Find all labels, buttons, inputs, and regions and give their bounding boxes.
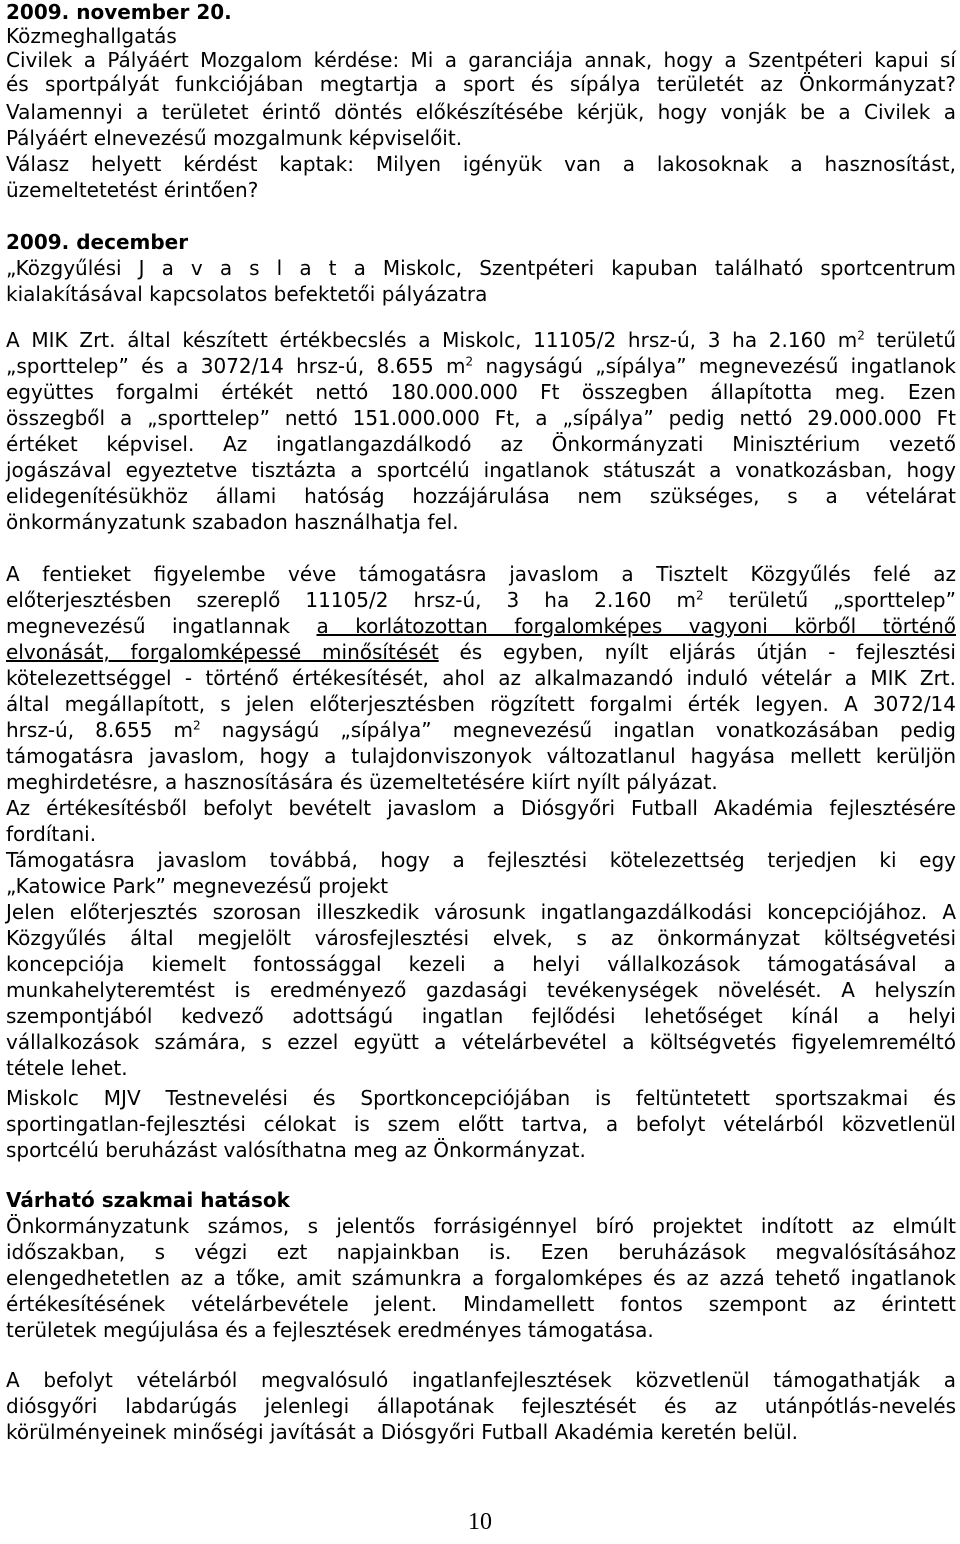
text-line: együttes forgalmi értékét nettó 180.000.000 Ft összegben állapította meg. Ezen (6, 380, 956, 404)
text-line: sportcélú beruházást valósíthatna meg az Önkormányzat. (6, 1138, 586, 1162)
text-span: nagyságú „sípálya” megnevezésű ingatlan vonatkozásában pedig (200, 718, 956, 742)
superscript: 2 (696, 588, 704, 603)
text-line: körülményeinek minőségi javítását a Diósgyőri Futball Akadémia keretén belül. (6, 1420, 798, 1444)
text-line: diósgyőri labdarúgás jelenlegi állapotának fejlesztését és az utánpótlás-nevelés (6, 1394, 956, 1418)
superscript: 2 (193, 718, 201, 733)
text-line: időszakban, s végzi ezt napjainkban is. Ezen beruházások megvalósításához (6, 1240, 956, 1264)
text-line: értéket képvisel. Az ingatlangazdálkodó az Önkormányzati Minisztérium vezető (6, 432, 956, 456)
text-line: Miskolc MJV Testnevelési és Sportkoncepciójában is feltüntetett sportszakmai és (6, 1086, 956, 1110)
text-line: sportingatlan-fejlesztési célokat is szem előtt tartva, a befolyt vételárból közvetlenül (6, 1112, 956, 1136)
superscript: 2 (465, 354, 474, 369)
text-line: szempontjából kedvező adottságú ingatlan fejlődési lehetőséget kínál a helyi (6, 1004, 956, 1028)
text-line: elengedhetetlen az a tőke, amit számunkra a forgalomképes és az azzá tehető ingatlanok (6, 1266, 956, 1290)
text-line (6, 640, 956, 664)
text-line (6, 614, 956, 638)
text-span: nagyságú „sípálya” megnevezésű ingatlanok (473, 354, 956, 378)
superscript: 2 (857, 328, 865, 343)
text-span: hrsz-ú, 8.655 m (6, 718, 193, 742)
text-line: Pályáért elnevezésű mozgalmunk képviselőit. (6, 126, 463, 150)
text-line: koncepciója kiemelt fontossággal kezeli a helyi vállalkozások támogatásával a (6, 952, 956, 976)
text-line: Támogatásra javaslom továbbá, hogy a fejlesztési kötelezettség terjedjen ki egy (6, 848, 956, 872)
text-line (6, 328, 956, 352)
text-span: megnevezésű ingatlannak (6, 614, 317, 638)
text-line: Önkormányzatunk számos, s jelentős forrásigénnyel bíró projektet indított az elmúlt (6, 1214, 956, 1238)
text-line: kötelezettséggel - történő értékesítését, ahol az alkalmazandó induló vételár a MIK Zrt. (6, 666, 956, 690)
text-line: és sportpályát funkciójában megtartja a sport és sípálya területét az Önkormányzat? (6, 72, 956, 96)
text-line (6, 588, 956, 612)
text-span: és egyben, nyílt eljárás útján - fejlesztési (438, 640, 956, 664)
text-line: támogatásra javaslom, hogy a tulajdonviszonyok változatlanul hagyása mellett kerüljön (6, 744, 956, 768)
page-number: 10 (468, 1509, 492, 1535)
text-line: üzemeltetetést érintően? (6, 178, 259, 202)
text-line: munkahelyteremtést is eredményező gazdasági tevékenységek növelését. A helyszín (6, 978, 956, 1002)
text-line (6, 354, 956, 378)
text-line: tétele lehet. (6, 1056, 128, 1080)
text-line: A befolyt vételárból megvalósuló ingatlanfejlesztések közvetlenül támogathatják a (6, 1368, 956, 1392)
text-line: kialakításával kapcsolatos befektetői pályázatra (6, 282, 488, 306)
text-line: által megállapított, s jelen előterjesztésben rögzített forgalmi érték legyen. A 3072/14 (6, 692, 956, 716)
text-line: elidegenítésükhöz állami hatóság hozzájárulása nem szükséges, s a vételárat (6, 484, 956, 508)
text-line (6, 718, 956, 742)
section-heading: Várható szakmai hatások (6, 1188, 290, 1212)
section-date: 2009. november 20. (6, 0, 232, 24)
text-line: Civilek a Pályáért Mozgalom kérdése: Mi a garanciája annak, hogy a Szentpéteri kapui sí (6, 48, 956, 72)
text-span: területű „sporttelep” (703, 588, 956, 612)
text-line: önkormányzatunk szabadon használhatja fel. (6, 510, 459, 534)
text-span: „sporttelep” és a 3072/14 hrsz-ú, 8.655 m (6, 354, 466, 378)
text-line: meghirdetésre, a hasznosítására és üzemeltetésére kiírt nyílt pályázat. (6, 770, 718, 794)
text-line: fordítani. (6, 822, 97, 846)
text-line: értékesítésének vételárbevétele jelent. Mindamellett fontos szempont az érintett (6, 1292, 956, 1316)
text-line: vállalkozások számára, s ezzel együtt a vételárbevétel a költségvetés figyelemreméltó (6, 1030, 956, 1054)
text-span: előterjesztésben szereplő 11105/2 hrsz-ú, 3 ha 2.160 m (6, 588, 697, 612)
text-line: összegből a „sporttelep” nettó 151.000.000 Ft, a „sípálya” pedig nettó 29.000.000 Ft (6, 406, 956, 430)
text-line: jogászával egyeztetve tisztázta a sportcélú ingatlanok státuszát a vonatkozásban, hogy (6, 458, 956, 482)
section-date: 2009. december (6, 230, 189, 254)
text-span: területű (864, 328, 957, 352)
text-line: Közgyűlés által megjelölt városfejlesztési elvek, s az önkormányzat költségvetési (6, 926, 956, 950)
text-line: A fentieket figyelembe véve támogatásra javaslom a Tisztelt Közgyűlés felé az (6, 562, 956, 586)
text-line: Jelen előterjesztés szorosan illeszkedik városunk ingatlangazdálkodási koncepciójához. A (6, 900, 956, 924)
section-heading: Közmeghallgatás (6, 24, 177, 48)
text-line: Valamennyi a területet érintő döntés előkészítésébe kérjük, hogy vonják be a Civilek a (6, 100, 956, 124)
underlined-text: elvonását, forgalomképessé minősítését (6, 640, 439, 664)
underlined-text: a korlátozottan forgalomképes vagyoni körből történő (316, 614, 956, 638)
text-line: „Katowice Park” megnevezésű projekt (6, 874, 389, 898)
text-line: „Közgyűlési J a v a s l a t a Miskolc, Szentpéteri kapuban található sportcentrum (6, 256, 956, 280)
text-line: területek megújulása és a fejlesztések eredményes támogatása. (6, 1318, 654, 1342)
text-span: A MIK Zrt. által készített értékbecslés a Miskolc, 11105/2 hrsz-ú, 3 ha 2.160 m (6, 328, 858, 352)
text-line: Válasz helyett kérdést kaptak: Milyen igényük van a lakosoknak a hasznosítást, (6, 152, 956, 176)
text-line: Az értékesítésből befolyt bevételt javaslom a Diósgyőri Futball Akadémia fejlesztésére (6, 796, 956, 820)
